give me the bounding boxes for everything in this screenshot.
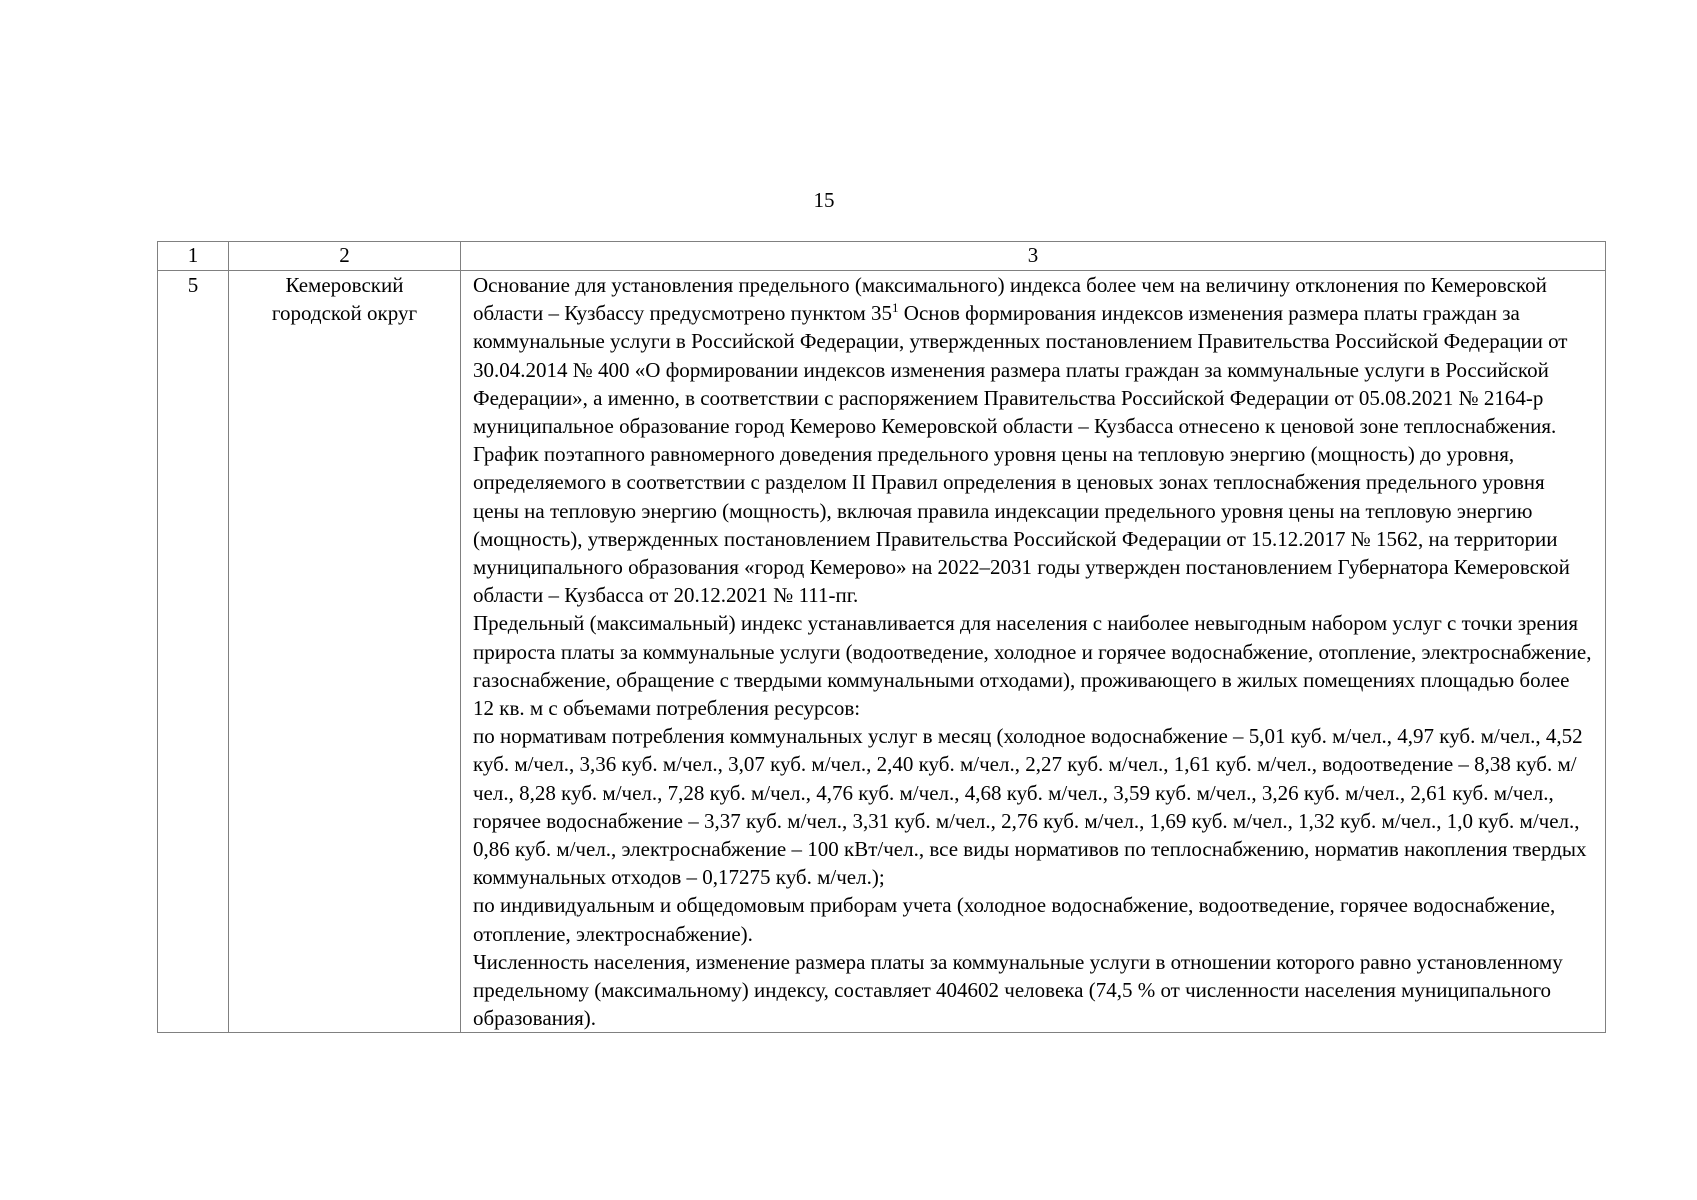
column-header-2: 2 — [229, 242, 461, 271]
column-header-1: 1 — [158, 242, 229, 271]
municipality-name — [229, 271, 461, 1033]
paragraph-population-count: Численность населения, изменение размера платы за коммунальные услуги в отношении которого равно установленному предельному (максимальному) индексу, составляет 404602 человека (74,5 % от численности населения муниципального образования). — [473, 949, 1563, 1031]
page-number: 15 — [813, 188, 835, 212]
paragraph-legal-basis-part-1: Основание для установления предельного (максимального) индекса более чем на величину отклонения по Кемеровской области – Кузбассу предусмотрено пунктом 35 — [473, 273, 1547, 326]
paragraph-index-population: Предельный (максимальный) индекс устанавливается для населения с наиболее невыгодным набором услуг с точки зрения прироста платы за коммунальные услуги (водоотведение, холодное и горячее водоснабжение, отопление, электроснабжение, газоснабжение, обращение с твердыми коммунальными отходами), проживающего в жилых помещениях площадью более 12 кв. м с объемами потребления ресурсов: — [473, 611, 1592, 721]
paragraph-heat-price-schedule: График поэтапного равномерного доведения предельного уровня цены на тепловую энергию (мощность) до уровня, определяемого в соответствии с разделом II Правил определения в ценовых зонах теплоснабжения предельного уровня цены на тепловую энергию (мощность), включая правила индексации предельного уровня цены на тепловую энергию (мощность), утвержденных постановлением Правительства Российской Федерации от 15.12.2017 № 1562, на территории муниципального образования «город Кемерово» на 2022–2031 годы утвержден постановлением Губернатора Кемеровской области – Кузбасса от 20.12.2021 № 111-пг. — [473, 442, 1570, 608]
paragraph-legal-basis — [473, 271, 1595, 440]
paragraph-metering-devices: по индивидуальным и общедомовым приборам учета (холодное водоснабжение, водоотведение, горячее водоснабжение, отопление, электроснабжение). — [473, 893, 1556, 946]
paragraph-consumption-norms: по нормативам потребления коммунальных услуг в месяц (холодное водоснабжение – 5,01 куб. м/чел., 4,97 куб. м/чел., 4,52 куб. м/чел., 3,36 куб. м/чел., 3,07 куб. м/чел., 2,40 куб. м/чел., 2,27 куб. м/чел., 1,61 куб. м/чел., водоотведение – 8,38 куб. м/чел., 8,28 куб. м/чел., 7,28 куб. м/чел., 4,76 куб. м/чел., 4,68 куб. м/чел., 3,59 куб. м/чел., 3,26 куб. м/чел., 2,61 куб. м/чел., горячее водоснабжение – 3,37 куб. м/чел., 3,31 куб. м/чел., 2,76 куб. м/чел., 1,69 куб. м/чел., 1,32 куб. м/чел., 1,0 куб. м/чел., 0,86 куб. м/чел., электроснабжение – 100 кВт/чел., все виды нормативов по теплоснабжению, норматив накопления твердых коммунальных отходов – 0,17275 куб. м/чел.); — [473, 724, 1587, 890]
row-number: 5 — [158, 271, 229, 1033]
superscript-1: 1 — [892, 300, 899, 316]
paragraph-legal-basis-part-2: Основ формирования индексов изменения размера платы граждан за коммунальные услуги в Российской Федерации, утвержденных постановлением Правительства Российской Федерации от 30.04.2014 № 400 «О формировании индексов изменения размера платы граждан за коммунальные услуги в Российской Федерации», а именно, в соответствии с распоряжением Правительства Российской Федерации от 05.08.2021 № 2164-р муниципальное образование город Кемерово Кемеровской области – Кузбасса отнесено к ценовой зоне теплоснабжения. — [473, 301, 1568, 439]
municipality-name-line-2: городской округ — [271, 301, 418, 325]
document-table — [157, 241, 1606, 1033]
column-header-3: 3 — [461, 242, 1606, 271]
justification-text — [461, 271, 1606, 1033]
municipality-name-line-1: Кемеровский — [285, 273, 404, 297]
table-row — [158, 271, 1606, 1033]
table-header-row — [158, 242, 1606, 271]
